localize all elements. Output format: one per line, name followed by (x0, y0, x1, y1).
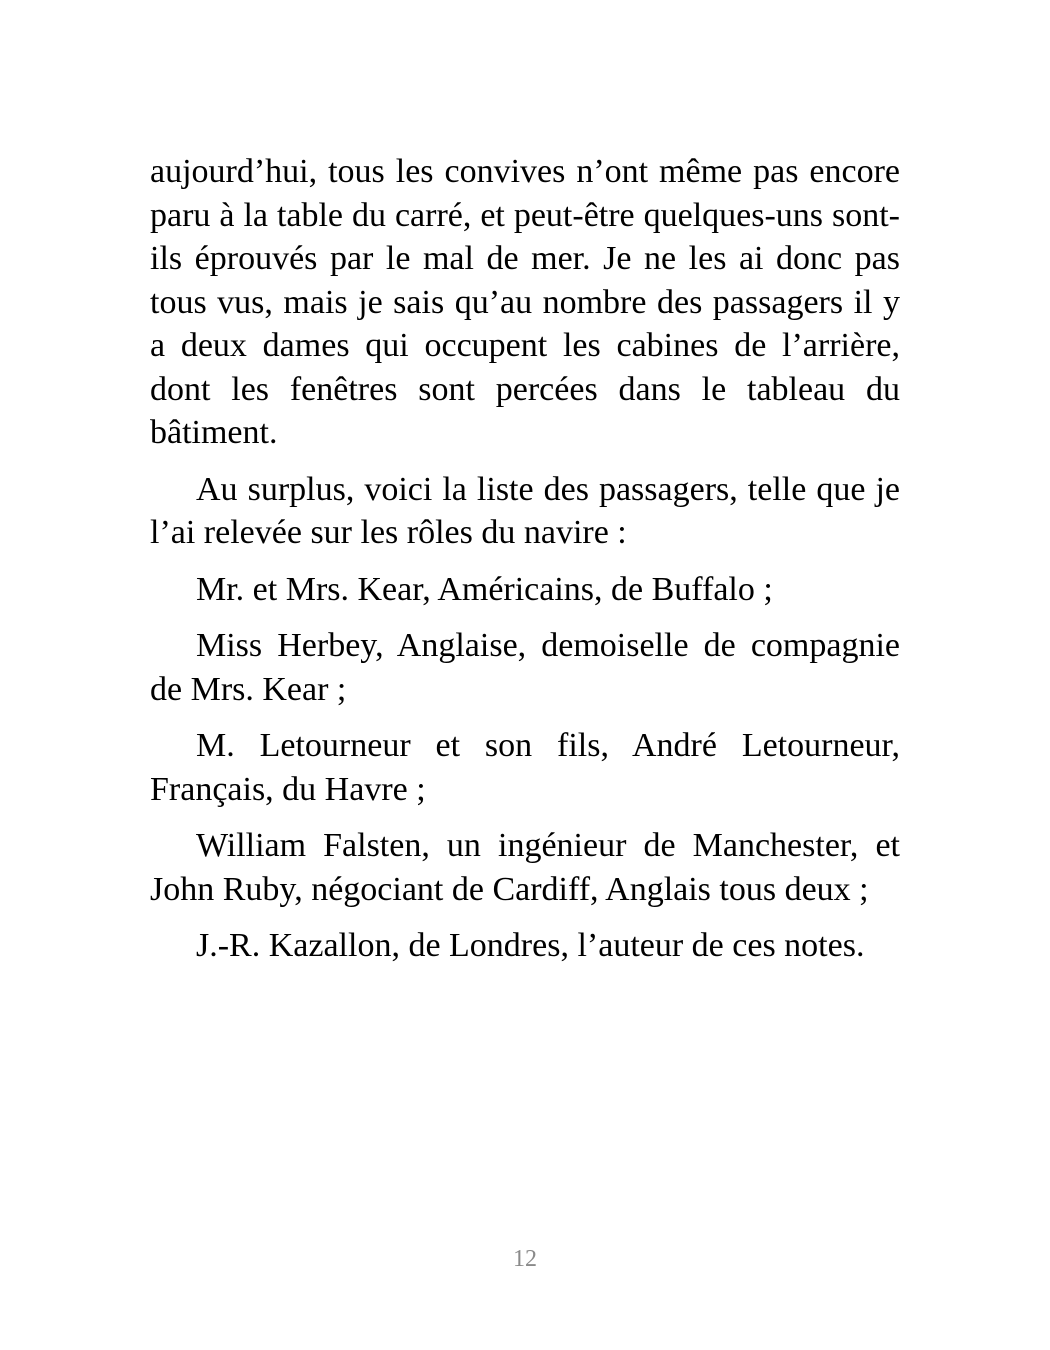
passenger-entry-falsten-ruby: William Falsten, un ingénieur de Manchester, et John Ruby, négociant de Cardiff, Anglais tous deux ; (150, 827, 900, 908)
passenger-entry-kazallon: J.-R. Kazallon, de Londres, l’auteur de ces notes. (196, 927, 865, 964)
page-body (150, 150, 900, 981)
passenger-entry-herbey: Miss Herbey, Anglaise, demoiselle de compagnie de Mrs. Kear ; (150, 627, 900, 708)
passenger-entry-kear: Mr. et Mrs. Kear, Américains, de Buffalo ; (196, 570, 773, 608)
page-number: 12 (513, 1246, 537, 1272)
paragraph-continuation: aujourd’hui, tous les convives n’ont même pas encore paru à la table du carré, et peut-être quelques-uns sont-ils éprouvés par le mal de mer. Je ne les ai donc pas tous vus, mais je sais qu’au nombre des passagers il y a deux dames qui occupent les cabines de l’arrière, dont les fenêtres sont percées dans le tableau du bâtiment. (150, 153, 900, 451)
paragraph-passenger-list-intro: Au surplus, voici la liste des passagers, telle que je l’ai relevée sur les rôles du navire : (150, 470, 900, 551)
passenger-entry-letourneur: M. Letourneur et son fils, André Letourneur, Français, du Havre ; (150, 727, 900, 808)
